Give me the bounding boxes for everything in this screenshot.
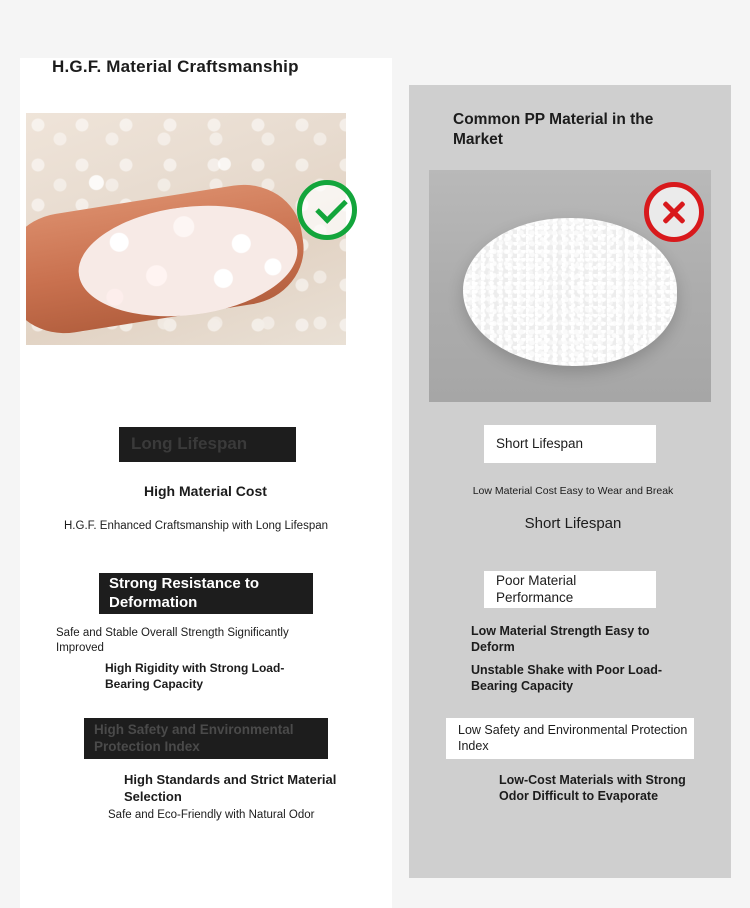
left-item-material-cost: High Material Cost [144, 483, 267, 499]
right-item-strength-note: Low Material Strength Easy to Deform [471, 624, 650, 655]
left-item-strength-note: Safe and Stable Overall Strength Significantly Improved [56, 627, 289, 654]
left-product-photo [26, 113, 346, 345]
left-item-bar-deformation: Strong Resistance to Deformation [99, 573, 313, 614]
right-item-odor-note: Low-Cost Materials with Strong Odor Difficult to Evaporate [499, 773, 686, 804]
pp-granule-pile [463, 218, 677, 366]
left-item-craftsmanship-note: H.G.F. Enhanced Craftsmanship with Long Lifespan [64, 520, 329, 532]
left-item-standards-note: High Standards and Strict Material Selection [124, 772, 337, 804]
cross-circle-icon [644, 182, 704, 242]
left-panel-title: H.G.F. Material Craftsmanship [52, 57, 299, 76]
check-circle-icon [297, 180, 357, 240]
right-item-lifespan-note: Short Lifespan [524, 515, 622, 532]
left-item-odor-note: Safe and Eco-Friendly with Natural Odor [108, 809, 315, 821]
right-item-box-safety: Low Safety and Environmental Protection Index [446, 718, 694, 759]
right-panel-title: Common PP Material in the Market [453, 111, 654, 148]
left-item-rigidity-note: High Rigidity with Strong Load-Bearing Capacity [105, 661, 285, 691]
right-item-box-performance: Poor Material Performance [484, 571, 656, 608]
left-item-bar-lifespan: Long Lifespan [119, 427, 296, 462]
right-item-box-lifespan: Short Lifespan [484, 425, 656, 463]
left-item-bar-safety: High Safety and Environmental Protection Index [84, 718, 328, 759]
right-item-shake-note: Unstable Shake with Poor Load-Bearing Capacity [471, 663, 662, 694]
right-item-cost-note: Low Material Cost Easy to Wear and Break [472, 485, 674, 497]
